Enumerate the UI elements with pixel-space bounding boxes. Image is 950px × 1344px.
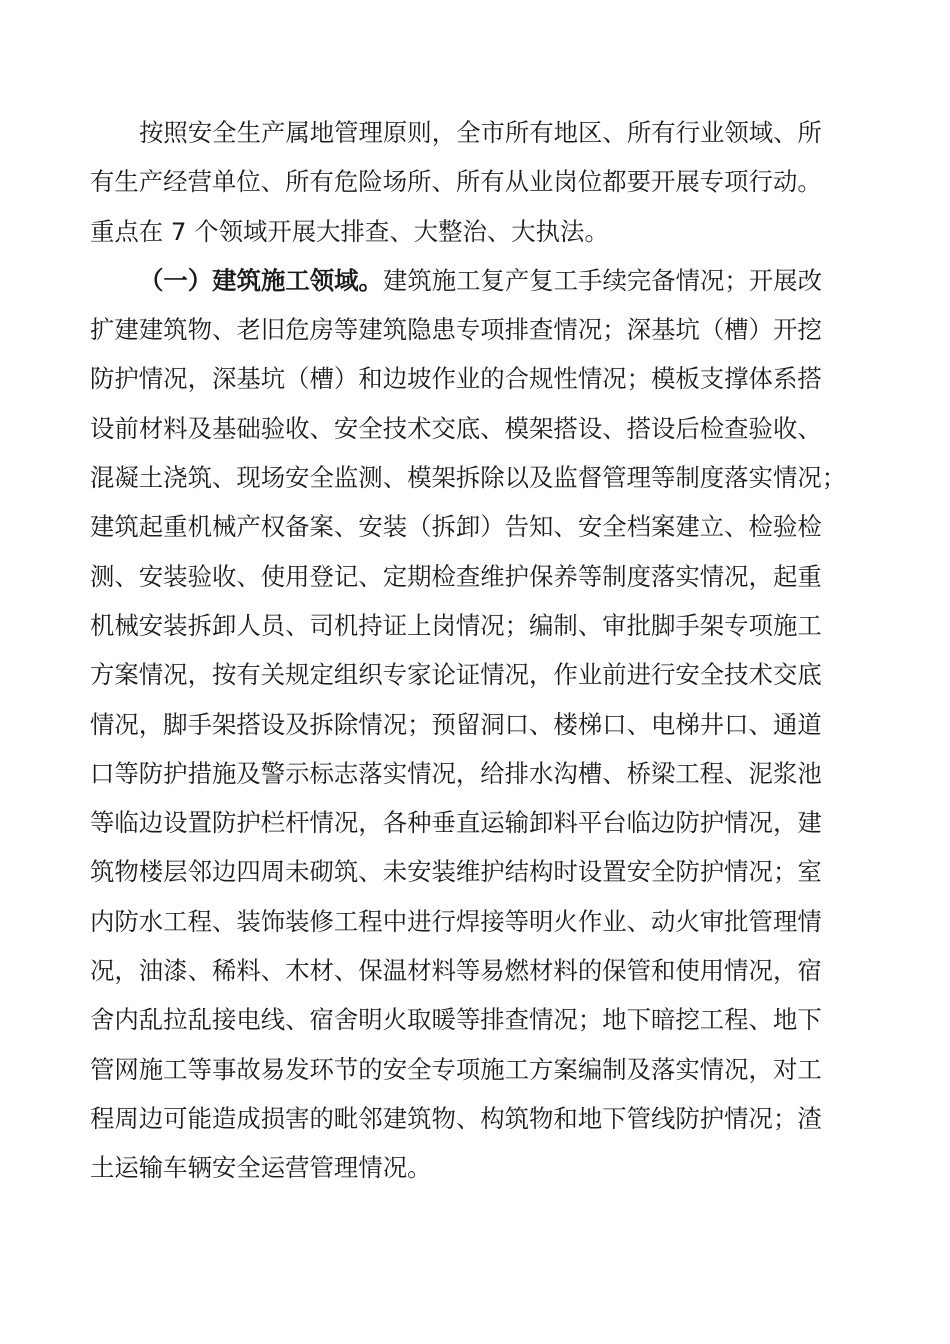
text-line: 程周边可能造成损害的毗邻建筑物、构筑物和地下管线防护情况；渣 <box>90 1103 822 1133</box>
document-body <box>90 108 880 1193</box>
text-line: 测、安装验收、使用登记、定期检查维护保养等制度落实情况，起重 <box>90 561 822 591</box>
text-line: 内防水工程、装饰装修工程中进行焊接等明火作业、动火审批管理情 <box>90 906 822 936</box>
text-line: 机械安装拆卸人员、司机持证上岗情况；编制、审批脚手架专项施工 <box>90 610 822 640</box>
text-line: 防护情况，深基坑（槽）和边坡作业的合规性情况；模板支撑体系搭 <box>90 364 822 394</box>
paragraph-intro <box>90 108 880 256</box>
text-line: 重点在 7 个领域开展大排查、大整治、大执法。 <box>90 216 609 246</box>
text-line: 土运输车辆安全运营管理情况。 <box>90 1153 432 1183</box>
text-line: 方案情况，按有关规定组织专家论证情况，作业前进行安全技术交底 <box>90 660 822 690</box>
text-line: 管网施工等事故易发环节的安全专项施工方案编制及落实情况，对工 <box>90 1054 822 1084</box>
text-line: 舍内乱拉乱接电线、宿舍明火取暖等排查情况；地下暗挖工程、地下 <box>90 1005 822 1035</box>
text-line: 按照安全生产属地管理原则，全市所有地区、所有行业领域、所 <box>139 118 822 147</box>
section-first-line <box>90 256 880 305</box>
text-line: 扩建建筑物、老旧危房等建筑隐患专项排查情况；深基坑（槽）开挖 <box>90 315 822 345</box>
section-first-line-text: 建筑施工复产复工手续完备情况；开展改 <box>382 265 822 295</box>
text-line: 口等防护措施及警示标志落实情况，给排水沟槽、桥梁工程、泥浆池 <box>90 758 822 788</box>
text-line: 混凝土浇筑、现场安全监测、模架拆除以及监督管理等制度落实情况； <box>90 463 847 493</box>
section-construction <box>90 256 880 1193</box>
text-line: 筑物楼层邻边四周未砌筑、未安装维护结构时设置安全防护情况；室 <box>90 857 822 887</box>
text-line: 情况，脚手架搭设及拆除情况；预留洞口、楼梯口、电梯井口、通道 <box>90 709 822 739</box>
text-line: 等临边设置防护栏杆情况，各种垂直运输卸料平台临边防护情况，建 <box>90 808 822 838</box>
text-line: 况，油漆、稀料、木材、保温材料等易燃材料的保管和使用情况，宿 <box>90 956 822 986</box>
text-line: 设前材料及基础验收、安全技术交底、模架搭设、搭设后检查验收、 <box>90 413 822 443</box>
section-heading: （一）建筑施工领域。 <box>139 265 383 295</box>
text-line: 有生产经营单位、所有危险场所、所有从业岗位都要开展专项行动。 <box>90 167 822 197</box>
text-line: 建筑起重机械产权备案、安装（拆卸）告知、安全档案建立、检验检 <box>90 512 822 542</box>
